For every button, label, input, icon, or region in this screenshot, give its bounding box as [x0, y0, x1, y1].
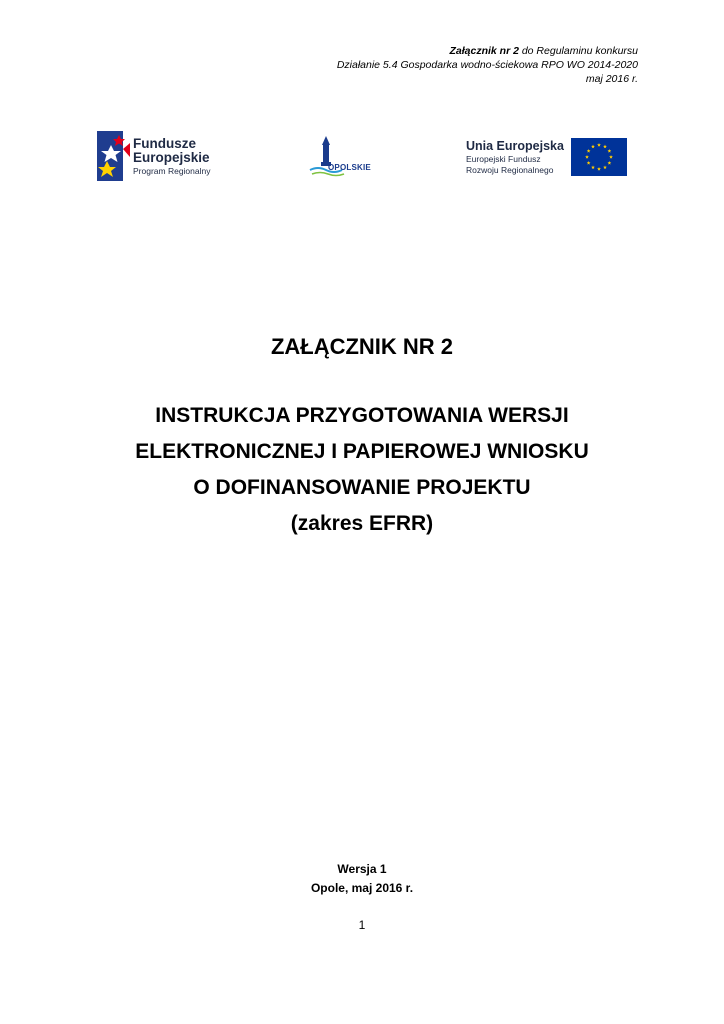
version-label: Wersja 1	[337, 862, 387, 876]
version-info	[0, 860, 724, 898]
eu-flag-icon	[571, 138, 627, 176]
fundusze-europejskie-emblem-icon	[97, 131, 131, 181]
header-line-1	[337, 44, 638, 58]
fundusze-europejskie-logo	[97, 131, 227, 181]
header-line-3: maj 2016 r.	[585, 73, 638, 85]
fe-logo-line-2: Europejskie	[133, 150, 210, 165]
subtitle-line-3: O DOFINANSOWANIE PROJEKTU	[193, 476, 531, 499]
header-annex-rest: do Regulaminu konkursu	[518, 45, 638, 57]
opolskie-tower-icon	[308, 136, 388, 180]
ue-logo-line-2: Europejski Fundusz	[466, 154, 541, 164]
page-number: 1	[358, 918, 366, 932]
document-title: ZAŁĄCZNIK NR 2	[270, 334, 454, 359]
unia-europejska-logo	[460, 134, 630, 184]
ue-logo-line-1: Unia Europejska	[466, 139, 564, 153]
place-date: Opole, maj 2016 r.	[310, 881, 414, 895]
header-annex-label: Załącznik nr 2	[449, 45, 519, 57]
ue-logo-line-3: Rozwoju Regionalnego	[466, 165, 554, 175]
fe-logo-line-1: Fundusze	[133, 136, 196, 151]
opolskie-logo	[308, 136, 388, 180]
fe-logo-line-3: Program Regionalny	[133, 166, 211, 176]
subtitle-line-1: INSTRUKCJA PRZYGOTOWANIA WERSJI	[155, 404, 569, 427]
document-subtitle	[0, 398, 724, 542]
logo-bar	[0, 128, 724, 188]
subtitle-line-2: ELEKTRONICZNEJ I PAPIEROWEJ WNIOSKU	[135, 440, 589, 463]
opolskie-logo-name: OPOLSKIE	[328, 163, 371, 172]
header-note	[337, 44, 638, 86]
header-line-2: Działanie 5.4 Gospodarka wodno-ściekowa RPO WO 2014-2020	[336, 59, 638, 71]
subtitle-line-4: (zakres EFRR)	[290, 512, 434, 535]
title-block	[0, 334, 724, 542]
